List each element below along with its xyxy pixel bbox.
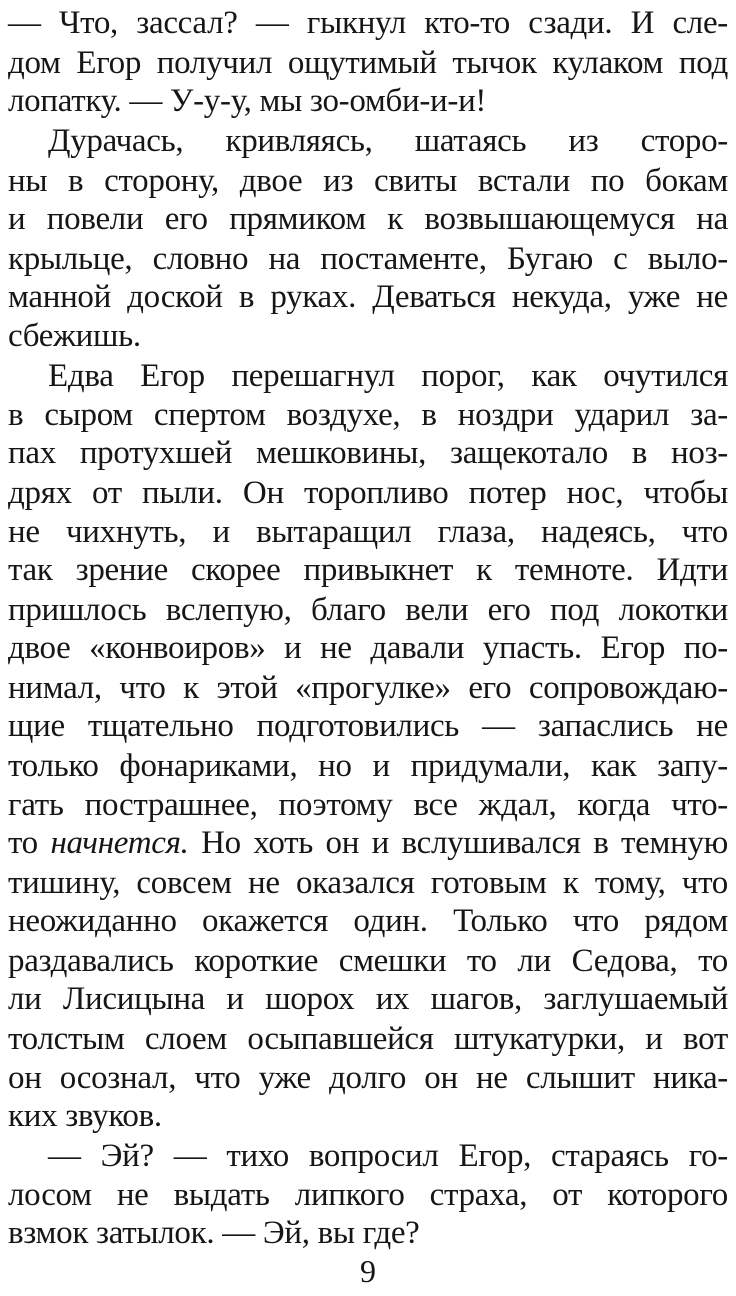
text-line bbox=[8, 824, 728, 862]
text-line bbox=[8, 200, 728, 238]
line-text: ких звуков. bbox=[8, 1098, 162, 1134]
page-number: 9 bbox=[360, 1253, 376, 1289]
line-text: так зрение скорее привыкнет к темноте. Идти bbox=[8, 552, 728, 588]
text-line bbox=[48, 357, 728, 395]
line-text: двое «конвоиров» и не давали упасть. Егор по- bbox=[8, 630, 728, 666]
line-text: он осознал, что уже долго он не слышит ника- bbox=[8, 1060, 728, 1096]
line-text: толстым слоем осыпавшейся штукатурки, и вот bbox=[8, 1021, 728, 1057]
line-text: лопатку. — У-у-у, мы зо-омби-и-и! bbox=[8, 83, 487, 119]
text-line bbox=[8, 278, 728, 316]
text-line bbox=[8, 629, 728, 667]
line-text: дом Егор получил ощутимый тычок кулаком под bbox=[8, 45, 728, 81]
line-text: пах протухшей мешковины, защекотало в ноз- bbox=[8, 435, 728, 471]
line-text: раздавались короткие смешки то ли Седова, то bbox=[8, 943, 728, 979]
text-line bbox=[8, 434, 728, 472]
text-line bbox=[48, 122, 728, 160]
text-line bbox=[8, 707, 728, 745]
line-text: сбежишь. bbox=[8, 318, 141, 354]
text-line bbox=[8, 902, 728, 940]
text-line bbox=[8, 162, 728, 200]
text-line bbox=[8, 980, 728, 1018]
text-line bbox=[8, 942, 728, 980]
line-text: ны в сторону, двое из свиты встали по бокам bbox=[8, 163, 728, 199]
line-text: Дурачась, кривляясь, шатаясь из сторо- bbox=[48, 123, 728, 159]
line-text: не чихнуть, и вытаращил глаза, надеясь, что bbox=[8, 514, 728, 550]
text-line bbox=[8, 474, 728, 512]
text-line bbox=[48, 1137, 728, 1175]
text-line bbox=[8, 1214, 728, 1252]
text-line bbox=[8, 4, 728, 42]
line-text: в сыром спертом воздухе, в ноздри ударил за- bbox=[8, 397, 728, 433]
text-line bbox=[8, 44, 728, 82]
text-line bbox=[8, 1176, 728, 1214]
text-line bbox=[8, 240, 728, 278]
line-text: тишину, совсем не оказался готовым к тому, что bbox=[8, 865, 728, 901]
text-line bbox=[8, 786, 728, 824]
line-text: неожиданно окажется один. Только что рядом bbox=[8, 903, 728, 939]
text-line bbox=[8, 591, 728, 629]
line-text: только фонариками, но и придумали, как запу- bbox=[8, 748, 728, 784]
line-text: манной доской в руках. Деваться некуда, уже не bbox=[8, 279, 728, 315]
line-text: пришлось вслепую, благо вели его под локотки bbox=[8, 592, 728, 628]
line-text: Но хоть он и вслушивался в темную bbox=[188, 825, 728, 861]
text-line bbox=[8, 82, 728, 120]
text-line bbox=[8, 669, 728, 707]
line-text: щие тщательно подготовились — запаслись не bbox=[8, 708, 728, 744]
line-text: — Что, зассал? — гыкнул кто-то сзади. И сле- bbox=[8, 5, 728, 41]
line-text: ли Лисицына и шорох их шагов, заглушаемый bbox=[8, 981, 728, 1017]
text-line bbox=[8, 864, 728, 902]
line-text: крыльце, словно на постаменте, Бугаю с выло- bbox=[8, 241, 728, 277]
text-line bbox=[8, 1097, 728, 1135]
text-line bbox=[8, 317, 728, 355]
text-line bbox=[8, 551, 728, 589]
emphasis-text: начнется. bbox=[50, 825, 189, 861]
line-text: лосом не выдать липкого страха, от которого bbox=[8, 1177, 728, 1213]
line-text: взмок затылок. — Эй, вы где? bbox=[8, 1215, 420, 1251]
line-text: гать пострашнее, поэтому все ждал, когда что- bbox=[8, 787, 728, 823]
line-text: нимал, что к этой «прогулке» его сопровождаю- bbox=[8, 670, 728, 706]
text-line bbox=[8, 513, 728, 551]
text-line bbox=[8, 1059, 728, 1097]
line-text: — Эй? — тихо вопросил Егор, стараясь го- bbox=[48, 1138, 728, 1174]
line-text: дрях от пыли. Он торопливо потер нос, чтобы bbox=[8, 475, 728, 511]
line-text: и повели его прямиком к возвышающемуся на bbox=[8, 201, 728, 237]
text-line bbox=[8, 1020, 728, 1058]
line-text: Едва Егор перешагнул порог, как очутился bbox=[48, 358, 728, 394]
text-line bbox=[8, 396, 728, 434]
text-line bbox=[8, 747, 728, 785]
line-text: то bbox=[8, 825, 51, 861]
